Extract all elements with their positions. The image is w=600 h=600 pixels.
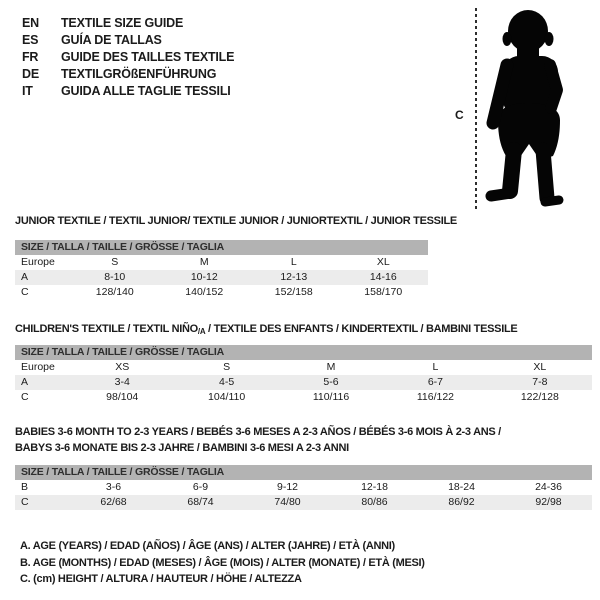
language-row bbox=[22, 83, 234, 100]
language-code: ES bbox=[22, 33, 39, 47]
language-title-list bbox=[22, 15, 234, 100]
table-cell: S bbox=[111, 256, 119, 268]
table-row bbox=[15, 360, 592, 375]
title-line-2: BABYS 3-6 MONATE BIS 2-3 JAHRE / BAMBINI 3-6 MESI A 2-3 ANNI bbox=[15, 442, 349, 454]
table-size-header: SIZE / TALLA / TAILLE / GRÖSSE / TAGLIA bbox=[15, 240, 428, 255]
table-cell: 122/128 bbox=[520, 391, 559, 403]
row-label: B bbox=[21, 481, 29, 493]
table-cell: 3-4 bbox=[114, 376, 130, 388]
language-guide-title: TEXTILGRÖßENFÜHRUNG bbox=[61, 67, 217, 81]
table-cell: 110/116 bbox=[312, 391, 350, 403]
junior-size-table bbox=[15, 240, 428, 300]
table-cell: 80/86 bbox=[361, 496, 388, 508]
table-cell: L bbox=[290, 256, 297, 268]
language-row bbox=[22, 66, 234, 83]
table-cell: M bbox=[326, 361, 336, 373]
table-cell: 12-18 bbox=[361, 481, 388, 493]
table-cell: 140/152 bbox=[185, 286, 224, 298]
row-label: A bbox=[21, 271, 29, 283]
table-size-header: SIZE / TALLA / TAILLE / GRÖSSE / TAGLIA bbox=[15, 465, 592, 480]
footnote-a: A. AGE (YEARS) / EDAD (AÑOS) / ÂGE (ANS) / ALTER (JAHRE) / ETÀ (ANNI) bbox=[20, 540, 395, 552]
row-label: A bbox=[21, 376, 29, 388]
language-row bbox=[22, 15, 234, 32]
table-cell: 3-6 bbox=[105, 481, 122, 493]
table-cell: XS bbox=[115, 361, 130, 373]
table-cell: 128/140 bbox=[95, 286, 134, 298]
height-dashed-line bbox=[475, 8, 477, 212]
language-guide-title: GUIDE DES TAILLES TEXTILE bbox=[61, 50, 235, 64]
table-size-header: SIZE / TALLA / TAILLE / GRÖSSE / TAGLIA bbox=[15, 345, 592, 360]
table-cell: 6-9 bbox=[192, 481, 209, 493]
footnote-b: B. AGE (MONTHS) / EDAD (MESES) / ÂGE (MOIS) / ALTER (MONATE) / ETÀ (MESI) bbox=[20, 556, 425, 569]
language-code: IT bbox=[22, 84, 33, 98]
title-text: CHILDREN'S TEXTILE / TEXTIL NIÑO bbox=[15, 323, 198, 335]
table-row bbox=[15, 375, 592, 390]
table-cell: 74/80 bbox=[274, 496, 301, 508]
table-cell: 158/170 bbox=[364, 286, 403, 298]
table-cell: 9-12 bbox=[276, 481, 298, 493]
language-row bbox=[22, 32, 234, 49]
language-guide-title: TEXTILE SIZE GUIDE bbox=[61, 16, 184, 30]
table-cell: XL bbox=[533, 361, 547, 373]
table-cell: 104/110 bbox=[208, 391, 246, 403]
table-cell: 12-13 bbox=[280, 271, 308, 283]
language-guide-title: GUÍA DE TALLAS bbox=[61, 33, 162, 47]
table-cell: 62/68 bbox=[100, 496, 127, 508]
table-cell: 5-6 bbox=[323, 376, 339, 388]
children-size-table bbox=[15, 345, 592, 405]
table-cell: 7-8 bbox=[532, 376, 548, 388]
table-cell: L bbox=[432, 361, 439, 373]
table-cell: S bbox=[223, 361, 231, 373]
table-cell: 152/158 bbox=[274, 286, 313, 298]
height-c-label: C bbox=[455, 108, 464, 122]
babies-size-table bbox=[15, 465, 592, 510]
language-code: FR bbox=[22, 50, 39, 64]
row-label: Europe bbox=[21, 256, 55, 268]
table-cell: 98/104 bbox=[106, 391, 139, 403]
row-label: C bbox=[21, 391, 29, 403]
table-row bbox=[15, 495, 592, 510]
row-label: C bbox=[21, 496, 29, 508]
table-cell: 18-24 bbox=[448, 481, 475, 493]
title-text: / TEXTILE DES ENFANTS / KINDERTEXTIL / BAMBINI TESSILE bbox=[205, 323, 518, 335]
table-cell: 68/74 bbox=[187, 496, 214, 508]
row-label: C bbox=[21, 286, 29, 298]
table-cell: 8-10 bbox=[104, 271, 126, 283]
section-title-children bbox=[15, 321, 517, 340]
table-cell: XL bbox=[376, 256, 390, 268]
table-cell: M bbox=[199, 256, 209, 268]
language-guide-title: GUIDA ALLE TAGLIE TESSILI bbox=[61, 84, 231, 98]
legend-footnotes bbox=[20, 538, 425, 588]
section-title-junior: JUNIOR TEXTILE / TEXTIL JUNIOR/ TEXTILE JUNIOR / JUNIORTEXTIL / JUNIOR TESSILE bbox=[15, 215, 457, 227]
toddler-silhouette-icon bbox=[482, 8, 600, 208]
table-cell: 86/92 bbox=[448, 496, 475, 508]
table-cell: 116/122 bbox=[416, 391, 455, 403]
table-row bbox=[15, 390, 592, 405]
table-row bbox=[15, 255, 428, 270]
footnote-c: C. (cm) HEIGHT / ALTURA / HAUTEUR / HÖHE / ALTEZZA bbox=[20, 573, 302, 586]
table-cell: 14-16 bbox=[369, 271, 397, 283]
table-cell: 6-7 bbox=[427, 376, 444, 388]
table-row bbox=[15, 480, 592, 495]
language-code: DE bbox=[22, 67, 39, 81]
table-cell: 4-5 bbox=[219, 376, 235, 388]
table-row bbox=[15, 270, 428, 285]
title-line-1: BABIES 3-6 MONTH TO 2-3 YEARS / BEBÉS 3-6 MESES A 2-3 AÑOS / BÉBÉS 3-6 MOIS À 2-3 ANS / bbox=[15, 426, 501, 438]
table-row bbox=[15, 285, 428, 300]
table-cell: 24-36 bbox=[535, 481, 562, 493]
table-cell: 92/98 bbox=[535, 496, 562, 508]
title-subscript: /A bbox=[197, 327, 206, 336]
language-code: EN bbox=[22, 16, 39, 30]
section-title-babies bbox=[15, 424, 501, 456]
table-cell: 10-12 bbox=[190, 271, 218, 283]
language-row bbox=[22, 49, 234, 66]
row-label: Europe bbox=[21, 361, 55, 373]
